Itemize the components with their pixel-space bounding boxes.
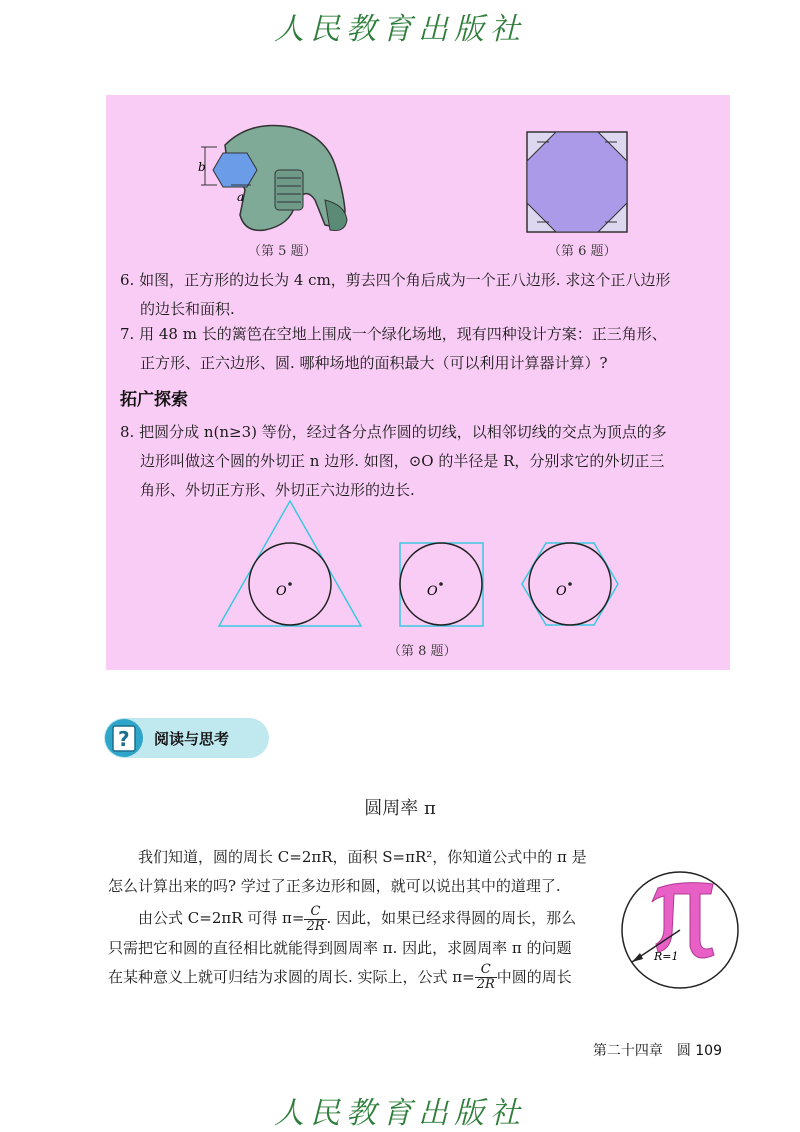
svg-text:O: O — [427, 584, 438, 599]
label-a: a — [237, 190, 245, 204]
reading-label: 阅读与思考 — [154, 730, 230, 748]
pi-circle-figure — [618, 860, 743, 1000]
reading-paragraph-2: 由公式 C=2πR 可得 π= $\frac{C}{2R}$ . 因此，如果已经求得圆的周长，那么 只需把它和圆的直径相比就能得到圆周率 π. 因此，求圆周率 π 的问题 在某种意义上就可归结为求圆的周长. 实际上，公式 π= $\frac{C}{2R}$ 中圆的周长 — [108, 903, 577, 992]
label-b: b — [198, 160, 206, 174]
publisher-watermark-bottom: 人民教育出版社 — [274, 1096, 526, 1131]
svg-text:O: O — [276, 584, 287, 599]
section-title: 拓广探索 — [120, 390, 188, 410]
publisher-watermark-top: 人民教育出版社 — [274, 12, 526, 47]
fig6-caption: （第 6 题） — [548, 244, 617, 259]
fig8-caption: （第 8 题） — [388, 644, 457, 659]
page-footer: 第二十四章 圆 109 — [592, 1043, 722, 1059]
wrench-figure — [195, 115, 360, 240]
fig5-caption: （第 5 题） — [248, 244, 317, 259]
octagon-figure — [525, 130, 630, 235]
exercise-8: 8. 把圆分成 n(n≥3) 等份，经过各分点作圆的切线，以相邻切线的交点为顶点的多 边形叫做这个圆的外切正 n 边形. 如图，⊙O 的半径是 R，分别求它的外切正三 角形、外切正方形、外切正六边形的边长. — [120, 423, 667, 499]
article-title: 圆周率 π — [364, 798, 436, 819]
circumscribed-polygons-figure — [210, 498, 630, 633]
svg-text:O: O — [556, 584, 567, 599]
question-book-icon — [104, 718, 144, 758]
svg-text:?: ? — [118, 727, 130, 751]
fraction-c-over-2r: $\frac{C}{2R}$ — [306, 903, 325, 934]
exercise-7: 7. 用 48 m 长的篱笆在空地上围成一个绿化场地，现有四种设计方案：正三角形、 正方形、正六边形、圆. 哪种场地的面积最大（可以利用计算器计算）? — [120, 325, 667, 372]
label-r1: R=1 — [654, 950, 679, 963]
exercise-6: 6. 如图，正方形的边长为 4 cm，剪去四个角后成为一个正八边形. 求这个正八边形 的边长和面积. — [120, 271, 671, 318]
fraction-c-over-2r-2: $\frac{C}{2R}$ — [476, 962, 495, 992]
reading-paragraph-1: 我们知道，圆的周长 C=2πR，面积 S=πR²，你知道公式中的 π 是 怎么计算出来的吗? 学过了正多边形和圆，就可以说出其中的道理了. — [108, 848, 587, 895]
